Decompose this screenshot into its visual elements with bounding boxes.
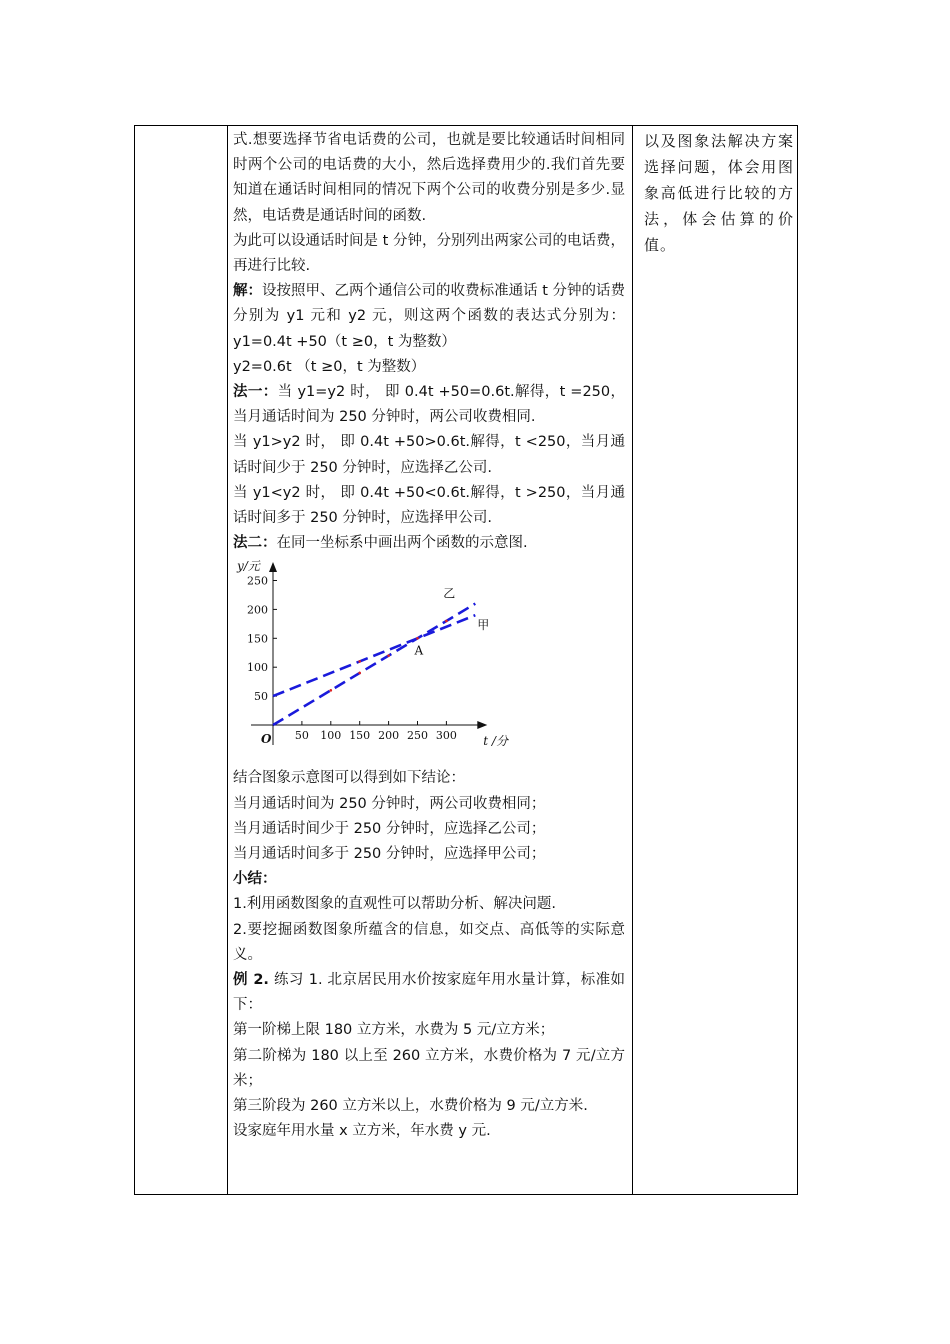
paragraph: 第一阶梯上限 180 立方米，水费为 5 元/立方米； — [233, 1022, 555, 1039]
paragraph: 当月通话时间少于 250 分钟时，应选择乙公司； — [233, 820, 546, 837]
design-intent-text: 以及图象法解决方案选择问题，体会用图象高低进行比较的方法，体会估算的价值。 — [644, 132, 794, 254]
column-divider — [227, 126, 228, 1194]
y-tick-label: 100 — [247, 661, 268, 675]
method2-paragraph — [233, 531, 625, 556]
column-divider — [632, 126, 633, 1194]
data-point — [387, 655, 390, 658]
summary-label: 小结： — [233, 871, 277, 888]
notes-column — [644, 128, 794, 258]
x-tick-label: 250 — [407, 729, 428, 743]
y-axis-arrow — [269, 562, 277, 572]
paragraph: 2.要挖掘函数图象所蕴含的信息，如交点、高低等的实际意义。 — [233, 921, 625, 963]
data-point — [358, 661, 361, 664]
series-label: 甲 — [477, 618, 490, 633]
function-chart — [233, 559, 508, 760]
y-tick-label: 250 — [247, 574, 268, 588]
series-label: 乙 — [443, 587, 456, 602]
method2-text: 在同一坐标系中画出两个函数的示意图. — [276, 535, 528, 552]
paragraph: 当月通话时间为 250 分钟时，两公司收费相同； — [233, 795, 546, 812]
method1-label: 法一： — [233, 384, 278, 401]
solution-label: 解： — [233, 283, 263, 300]
paragraph: 结合图象示意图可以得到如下结论： — [233, 770, 465, 787]
y-tick-label: 50 — [254, 690, 268, 704]
data-point — [358, 672, 361, 675]
paragraph: 当 y1<y2 时， 即 0.4t +50<0.6t.解得，t >250，当月通话时间多于 250 分钟时，应选择甲公司. — [233, 484, 625, 527]
x-axis-label: t /分 — [483, 734, 508, 749]
paragraph: 第二阶梯为 180 以上至 260 立方米，水费价格为 7 元/立方米； — [233, 1047, 625, 1089]
x-tick-label: 200 — [378, 729, 400, 743]
intersection-label: A — [414, 643, 424, 658]
series-line-jia — [273, 616, 475, 697]
data-point — [416, 637, 419, 640]
paragraph: 当 y1>y2 时， 即 0.4t +50>0.6t.解得，t <250，当月通话时间少于 250 分钟时，应选择乙公司. — [233, 434, 625, 476]
y-axis-label: y/元 — [237, 559, 260, 574]
y2-formula: y2=0.6t （t ≥0，t 为整数） — [233, 358, 426, 375]
data-point — [445, 620, 448, 623]
paragraph: 为此可以设通话时间是 t 分钟，分别列出两家公司的电话费，再进行比较. — [233, 232, 625, 275]
paragraph: 式.想要选择节省电话费的公司，也就是要比较通话时间相同时两个公司的电话费的大小，然后选择费用少的.我们首先要知道在通话时间相同的情况下两个公司的收费分别是多少.显然，电话费是通话时间的函数. — [233, 132, 625, 224]
data-point — [330, 689, 333, 692]
x-axis-arrow — [477, 721, 487, 729]
method1-text: 当 y1=y2 时， 即 0.4t +50=0.6t.解得，t =250，当月通话时间为 250 分钟时，两公司收费相同. — [233, 384, 625, 426]
paragraph: 1.利用函数图象的直观性可以帮助分析、解决问题. — [233, 896, 556, 913]
method2-label: 法二： — [233, 535, 277, 552]
content-column — [233, 128, 625, 1145]
example-label: 例 2. — [233, 972, 269, 989]
example-text: 练习 1. 北京居民用水价按家庭年用水量计算，标准如下： — [233, 972, 625, 1014]
x-tick-label: 100 — [320, 729, 342, 743]
method1-paragraph — [233, 380, 625, 430]
paragraph: 当月通话时间多于 250 分钟时，应选择甲公司； — [233, 846, 546, 863]
chart-svg — [233, 559, 508, 760]
origin-label: O — [261, 732, 272, 747]
paragraph: 第三阶段为 260 立方米以上，水费价格为 9 元/立方米. — [233, 1098, 588, 1115]
solution-text: 设按照甲、乙两个通信公司的收费标准通话 t 分钟的话费分别为 y1 元和 y2 元，则这两个函数的表达式分别为：y1=0.4t +50（t ≥0，t 为整数） — [233, 283, 626, 350]
series-line-yi — [273, 604, 475, 725]
solution-paragraph — [233, 279, 625, 355]
x-tick-label: 150 — [349, 729, 371, 743]
lesson-table — [134, 125, 798, 1195]
paragraph: 设家庭年用水量 x 立方米，年水费 y 元. — [233, 1123, 491, 1140]
y-tick-label: 200 — [247, 603, 268, 617]
y-tick-label: 150 — [247, 632, 268, 646]
x-tick-label: 300 — [435, 729, 457, 743]
example-paragraph — [233, 968, 625, 1018]
x-tick-label: 50 — [294, 729, 309, 743]
